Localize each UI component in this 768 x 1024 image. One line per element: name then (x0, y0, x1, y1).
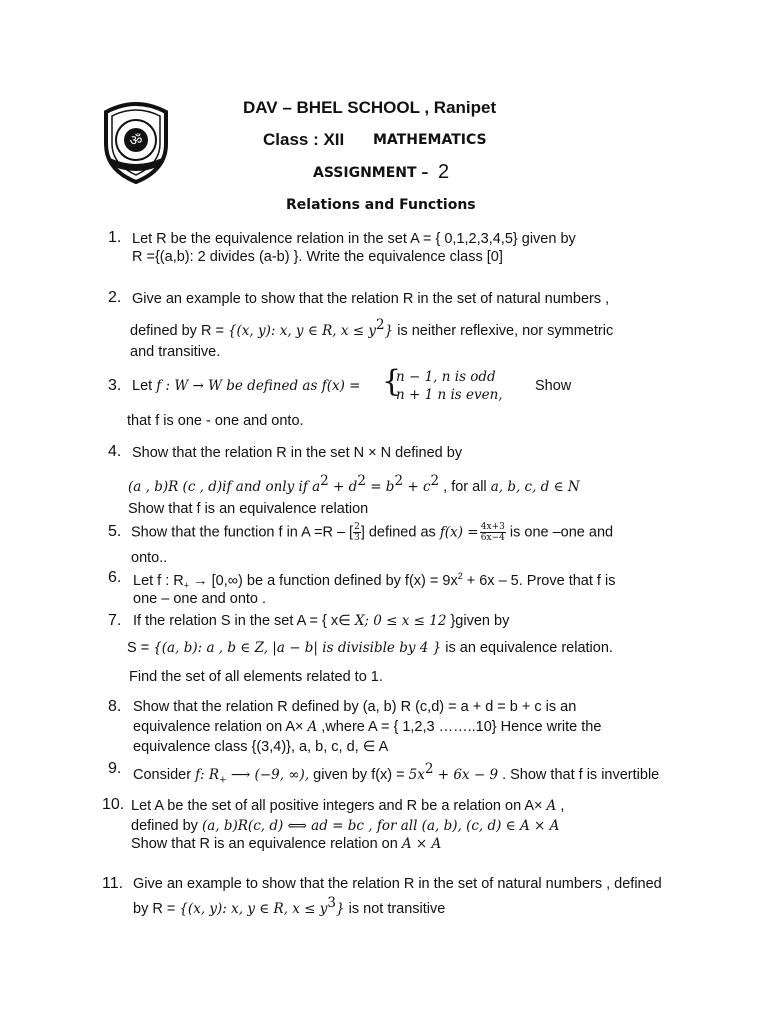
question-number: 10. (102, 796, 125, 813)
math-expression: {(x, y): x, y ∈ R, x ≤ y (227, 322, 377, 339)
math-expression: } (336, 900, 345, 917)
question-text (133, 571, 615, 591)
question-number: 2. (108, 289, 122, 306)
math-expression: f(x) = (439, 524, 479, 541)
question-text (133, 613, 509, 629)
math-expression: } (384, 322, 394, 339)
text-segment: given by f(x) = (309, 766, 409, 783)
text-segment: + 6x – 5. Prove that f is (462, 572, 616, 589)
question-number: 4. (108, 443, 122, 460)
question-text: Show that the relation R defined by (a, b) R (c,d) = a + d = b + c is an (133, 699, 577, 715)
question-number: 1. (108, 229, 122, 246)
question-text: that f is one - one and onto. (127, 413, 304, 429)
math-expression: + 6x − 9 (433, 766, 499, 783)
question-number: 9. (108, 760, 122, 777)
text-segment: → [0,∞) be a function defined by f(x) = 9x (189, 572, 458, 589)
math-expression: + c (403, 478, 431, 495)
text-segment: Show that the function f in A =R – [ (131, 524, 354, 541)
text-segment: is an equivalence relation. (441, 640, 613, 656)
text-segment: ] defined as (360, 524, 440, 541)
svg-text:ॐ: ॐ (129, 133, 143, 149)
text-segment: Consider (133, 766, 196, 783)
text-segment: Let (132, 378, 157, 394)
question-text (131, 522, 613, 543)
question-number: 5. (108, 523, 122, 540)
math-expression: = b (365, 478, 395, 495)
school-name: DAV – BHEL SCHOOL , Ranipet (243, 98, 497, 117)
question-number: 6. (108, 569, 122, 586)
question-text: onto.. (131, 550, 168, 566)
math-expression: (a , b)R (c , d)if and only if a (128, 478, 321, 495)
assignment-label: ASSIGNMENT – (313, 165, 429, 181)
fraction (353, 522, 361, 543)
numerator: 2 (354, 522, 360, 532)
school-crest-logo (100, 98, 172, 184)
math-expression: + d (328, 478, 358, 495)
question-text: Give an example to show that the relation R in the set of natural numbers , defined (133, 876, 662, 892)
question-number: 7. (108, 612, 122, 629)
question-text (128, 473, 580, 495)
text-segment: Show that R is an equivalence relation on (131, 836, 402, 852)
text-segment: equivalence relation on A× (133, 719, 308, 735)
question-text: one – one and onto . (133, 591, 267, 607)
exponent: 2 (430, 473, 440, 489)
piecewise-brace: { (382, 364, 402, 399)
math-expression: A × A (401, 836, 442, 852)
text-segment: defined by (131, 818, 202, 834)
math-expression: {(x, y): x, y ∈ R, x ≤ y (179, 900, 328, 917)
math-expression: ⟶ (−9, ∞), (226, 766, 310, 783)
text-segment: S = (127, 640, 154, 656)
subject-label: MATHEMATICS (373, 132, 487, 148)
math-expression: 5x (408, 766, 425, 783)
assignment-number: 2 (438, 161, 450, 183)
text-segment: . Show that f is invertible (498, 766, 660, 783)
text-segment: defined by R = (130, 322, 228, 339)
math-expression: A (546, 798, 557, 814)
question-text (131, 798, 564, 814)
text-segment: Let A be the set of all positive integers and R be a relation on A× (131, 798, 547, 814)
text-segment: ,where A = { 1,2,3 ……..10} Hence write the (317, 719, 602, 735)
text-segment: , (556, 798, 565, 814)
text-segment: If the relation S in the set A = { x∈ (133, 613, 355, 629)
denominator: 3 (354, 533, 360, 543)
question-text: Show (535, 378, 572, 394)
fraction (480, 522, 506, 543)
exponent: 2 (394, 473, 404, 489)
text-segment: Let f : R (133, 572, 184, 589)
exponent: 2 (357, 473, 366, 489)
exponent: 2 (320, 473, 329, 489)
question-text (133, 761, 659, 786)
question-text: Let R be the equivalence relation in the set A = { 0,1,2,3,4,5} given by (132, 231, 576, 247)
question-text (133, 895, 445, 917)
text-segment: is neither reflexive, nor symmetric (393, 322, 614, 339)
text-segment: is not transitive (344, 900, 446, 917)
math-expression: X; 0 ≤ x ≤ 12 (354, 613, 447, 629)
text-segment: , for all (439, 478, 491, 495)
question-text (132, 378, 360, 394)
math-expression: A (307, 719, 318, 735)
question-text: and transitive. (130, 344, 221, 360)
denominator: 6x−4 (480, 533, 505, 543)
question-text (130, 317, 613, 339)
math-expression: a, b, c, d ∈ N (490, 478, 580, 495)
question-text: equivalence class {(3,4)}, a, b, c, d, ∈ A (133, 739, 389, 755)
question-text: Give an example to show that the relation R in the set of natural numbers , (132, 291, 610, 307)
text-segment: }given by (446, 613, 510, 629)
question-text: Show that f is an equivalence relation (128, 501, 369, 517)
class-label: Class : XII (263, 130, 345, 149)
question-number: 11. (102, 875, 124, 892)
question-text (133, 719, 601, 735)
question-text: Find the set of all elements related to 1. (129, 669, 383, 685)
piecewise-case: n − 1, n is odd (396, 369, 496, 385)
question-text: Show that the relation R in the set N × N defined by (132, 445, 463, 461)
subscript: + (183, 580, 190, 591)
exponent: 2 (376, 317, 385, 333)
question-number: 8. (108, 698, 122, 715)
exponent: 3 (327, 895, 337, 911)
subscript: + (219, 775, 227, 786)
question-text: R ={(a,b): 2 divides (a-b) }. Write the equivalence class [0] (132, 249, 503, 265)
exponent: 2 (457, 571, 463, 581)
piecewise-case: n + 1 n is even, (396, 387, 503, 403)
question-text (131, 836, 441, 852)
question-number: 3. (108, 377, 122, 394)
numerator: 4x+3 (480, 522, 505, 532)
crest-icon (100, 98, 172, 184)
math-expression: {(a, b): a , b ∈ Z, |a − b| is divisible by 4 } (153, 640, 442, 656)
exponent: 2 (424, 761, 434, 777)
math-expression: f: R (195, 766, 220, 783)
math-expression: (a, b)R(c, d) ⟺ ad = bc , for all (a, b), (c, d) ∈ A × A (201, 818, 560, 834)
question-text (127, 640, 613, 656)
topic-title: Relations and Functions (286, 197, 476, 213)
question-text (131, 818, 559, 834)
text-segment: by R = (133, 900, 180, 917)
text-segment: is one –one and (505, 524, 614, 541)
math-expression: f : W → W be defined as f(x) = (156, 378, 361, 394)
